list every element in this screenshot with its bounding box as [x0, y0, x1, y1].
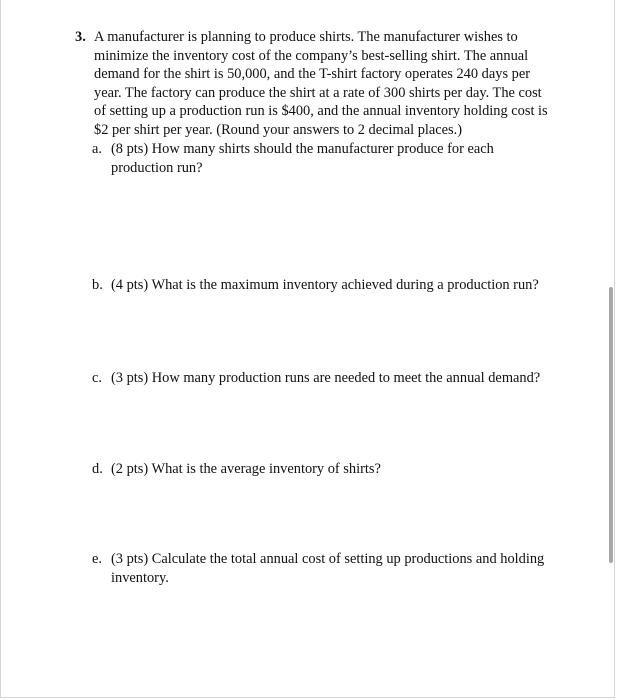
part-line: (2 pts) What is the average inventory of shirts?	[111, 461, 381, 477]
stem-line: A manufacturer is planning to produce shirts. The manufacturer wishes to	[94, 29, 518, 45]
part-text	[111, 460, 542, 479]
part-line: (8 pts) How many shirts should the manufacturer produce for each	[111, 141, 494, 157]
part-e	[92, 550, 545, 587]
part-text	[111, 369, 542, 388]
stem-line: minimize the inventory cost of the company’s best-selling shirt. The annual	[94, 47, 529, 64]
part-letter: d.	[92, 461, 103, 477]
part-a	[92, 140, 542, 177]
question-3	[70, 28, 550, 140]
part-line: (4 pts) What is the maximum inventory achieved during a production run?	[111, 277, 539, 293]
part-c	[92, 369, 542, 388]
part-letter: a.	[92, 141, 102, 157]
part-text	[111, 276, 542, 295]
part-d	[92, 460, 542, 479]
part-line: inventory.	[111, 569, 169, 586]
vertical-scrollbar[interactable]	[609, 287, 613, 563]
part-line: (3 pts) How many production runs are needed to meet the annual demand?	[111, 370, 541, 386]
part-b	[92, 276, 542, 295]
part-letter: e.	[92, 551, 102, 567]
question-number: 3.	[75, 29, 86, 45]
stem-line: demand for the shirt is 50,000, and the T-shirt factory operates 240 days per	[94, 66, 531, 83]
part-text	[111, 550, 545, 587]
stem-line: of setting up a production run is $400, and the annual inventory holding cost is	[94, 103, 548, 120]
part-text	[111, 140, 542, 177]
part-letter: c.	[92, 370, 102, 386]
part-line: (3 pts) Calculate the total annual cost of setting up productions and holding	[111, 551, 545, 567]
part-line: production run?	[111, 159, 203, 176]
question-stem	[94, 28, 548, 140]
stem-line: $2 per shirt per year. (Round your answers to 2 decimal places.)	[94, 121, 463, 138]
part-letter: b.	[92, 277, 103, 293]
stem-line: year. The factory can produce the shirt at a rate of 300 shirts per day. The cost	[94, 84, 542, 101]
